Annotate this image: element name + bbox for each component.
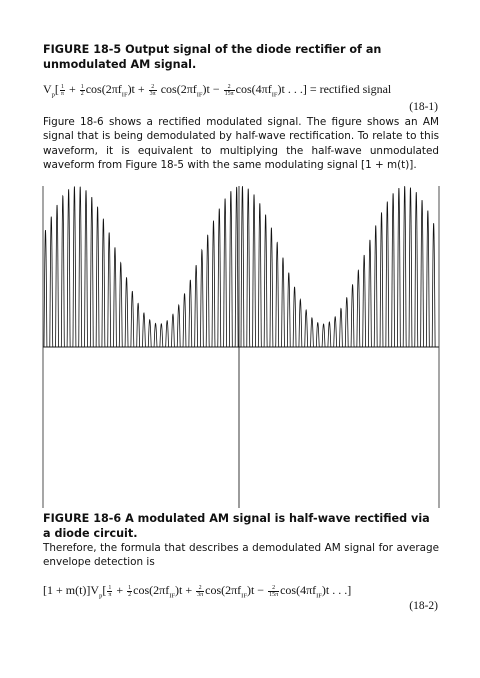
eq1-peak-sub: p [51,91,55,99]
eq2-frac-3 [196,585,204,598]
eq1-frac-4-num: 2 [224,84,235,91]
figure-18-5-caption: FIGURE 18-5 Output signal of the diode rectifier of an unmodulated AM signal. [43,43,382,71]
eq2-open: [ [102,583,107,597]
eq2-frac-3-num: 2 [196,585,204,592]
eq1-frac-3-den: 3π [149,90,156,97]
eq2-frac-1 [107,585,112,598]
eq1-cos2: cos(2πf [157,82,197,96]
eq1-open: [ [54,82,59,96]
paragraph-demodulated-formula-intro: Therefore, the formula that describes a demodulated AM signal for average envelope detection is [43,542,439,569]
eq2-frac-1-num: 1 [108,584,112,591]
eq2-frac-4 [268,585,279,598]
eq2-frac-2 [127,585,132,598]
eq2-plus: + [113,583,127,597]
eq1-if-sub-3: IF [271,91,278,99]
eq1-frac-2-num: 1 [80,83,84,90]
equation-18-2 [43,583,351,599]
figure-18-6-waveform [42,186,440,508]
equation-18-2-number: (18-2) [409,600,438,612]
eq1-cos1: cos(2πf [85,82,122,96]
equation-18-1 [43,82,391,98]
eq2-frac-2-num: 1 [128,584,132,591]
eq1-cos1-end: )t + [127,82,148,96]
eq1-frac-4 [224,84,235,97]
eq2-frac-2-den: 2 [128,591,132,598]
paragraph-figure-18-6-intro: Figure 18-6 shows a rectified modulated signal. The figure shows an AM signal that is being demodulated by half-wave rectification. To relate to this waveform, it is equivalent to multiplying the half-wave unmodulated waveform from Figure 18-5 with the same modulating signal [1 + m(t)]. [43,116,439,172]
figure-18-6-caption: FIGURE 18-6 A modulated AM signal is half-wave rectified via a diode circuit. [43,512,430,540]
eq1-frac-1-num: 1 [60,83,64,90]
eq2-frac-1-den: π [108,591,112,598]
eq2-cos2: cos(2πf [205,583,242,597]
eq1-plus: + [65,82,79,96]
eq1-frac-1-den: π [60,90,64,97]
eq2-cos1: cos(2πf [133,583,170,597]
eq1-if-sub-1: IF [121,91,128,99]
equation-18-1-number: (18-1) [409,101,438,113]
eq1-frac-3 [149,84,157,97]
eq1-frac-4-den: 15π [224,90,234,97]
eq2-cos2-end: )t − [246,583,268,597]
eq1-frac-1 [60,84,65,97]
eq1-prefix: V [43,82,52,96]
eq2-cos1-end: )t + [174,583,196,597]
eq2-prefix: [1 + m(t)]V [43,583,100,597]
eq2-peak-sub: p [99,592,103,600]
eq2-cos3-end: )t . . .] [321,583,352,597]
eq1-cos2-end: )t − [202,82,223,96]
eq2-frac-4-num: 2 [268,585,279,592]
eq2-frac-3-den: 3π [197,591,204,598]
eq2-cos3: cos(4πf [280,583,317,597]
eq1-frac-2-den: 2 [80,90,84,97]
eq1-cos3-end: )t . . .] = rectified signal [277,82,392,96]
eq2-frac-4-den: 15π [269,591,279,598]
eq1-if-sub-2: IF [196,91,203,99]
eq2-if-sub-1: IF [169,592,175,600]
rectified-am-waveform [44,186,438,347]
eq1-cos3: cos(4πf [235,82,272,96]
eq1-frac-2 [80,84,85,97]
eq1-frac-3-num: 2 [149,84,157,91]
eq2-if-sub-3: IF [316,592,322,600]
eq2-if-sub-2: IF [241,592,247,600]
